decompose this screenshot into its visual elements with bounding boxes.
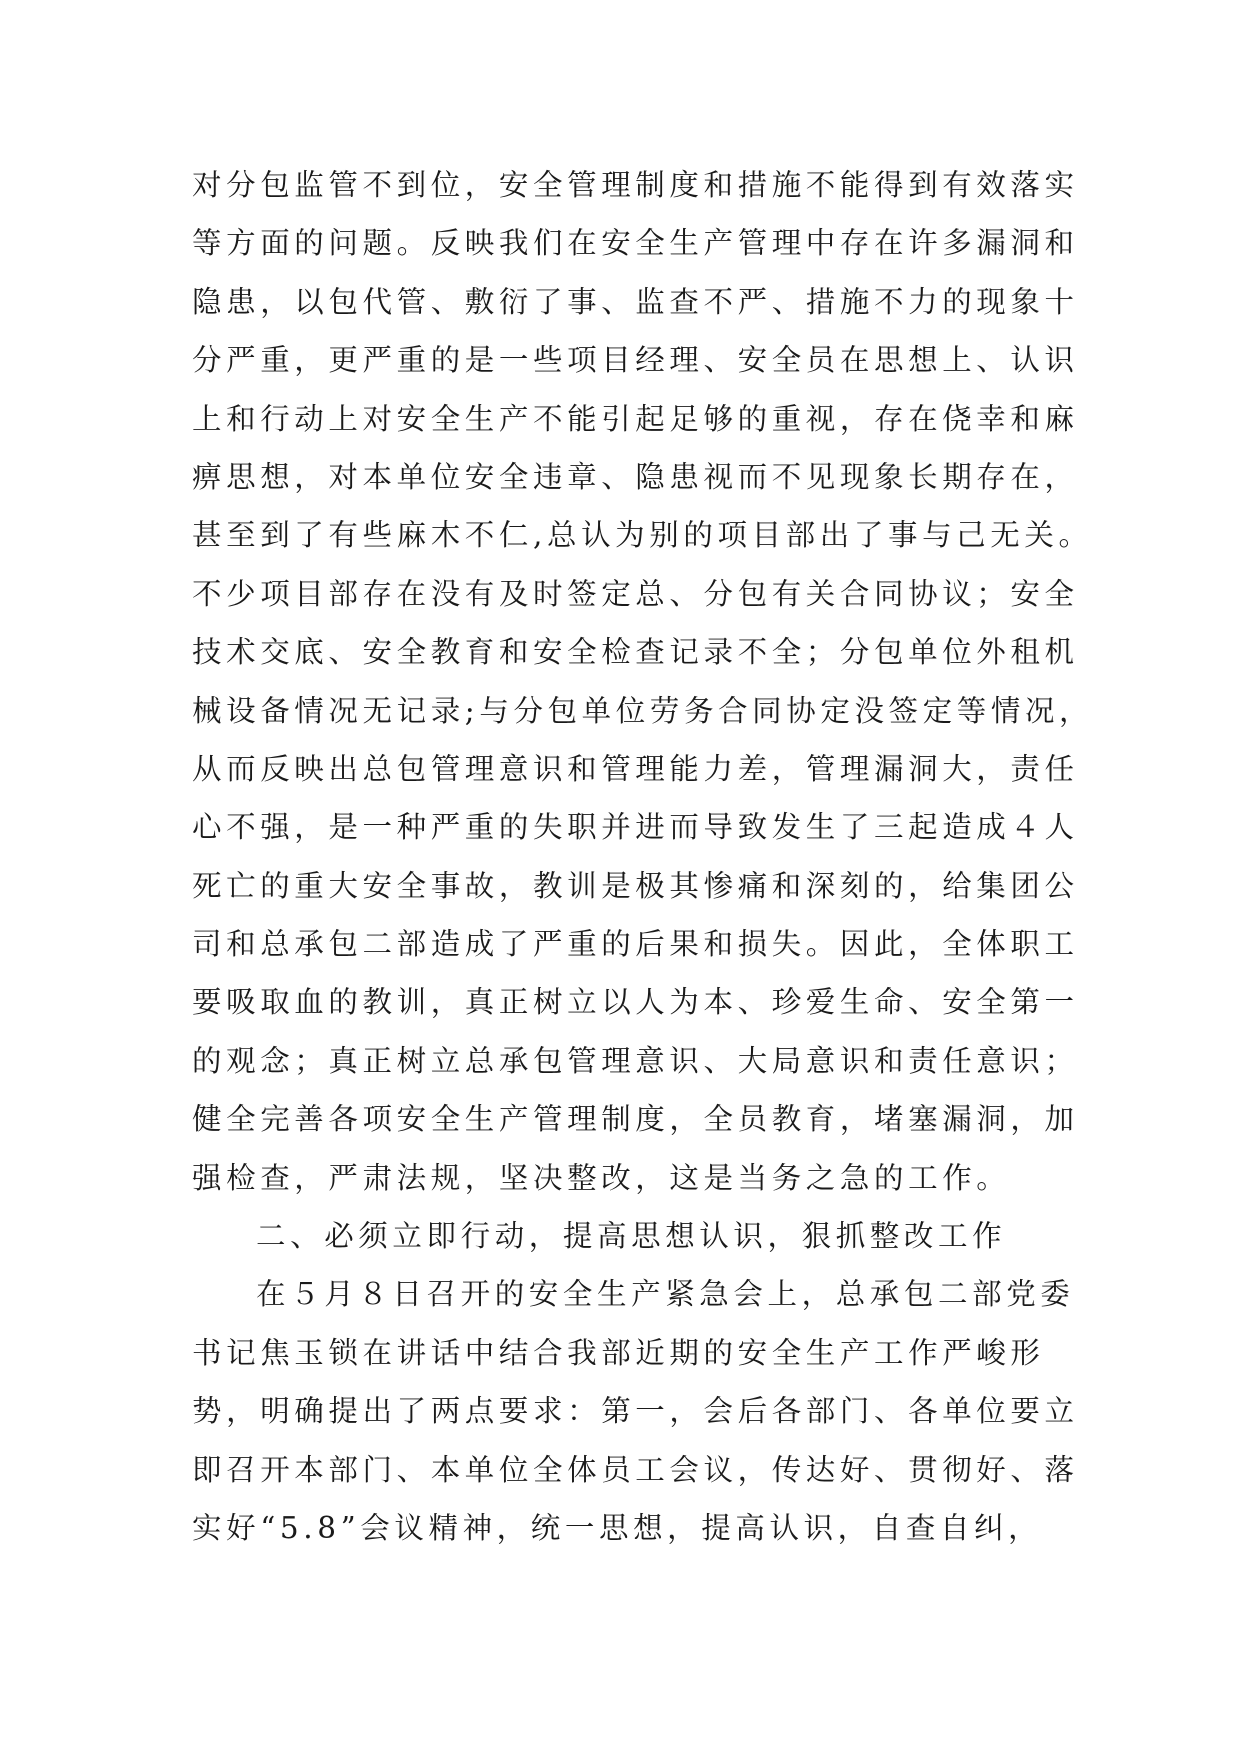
- text-line: 要吸取血的教训，真正树立以人为本、珍爱生命、安全第一: [192, 985, 1079, 1020]
- text-line: 强检查，严肃法规，坚决整改，这是当务之急的工作。: [192, 1160, 1011, 1195]
- text-line: 在５月８日召开的安全生产紧急会上，总承包二部党委: [256, 1277, 1075, 1312]
- text-line: 心不强，是一种严重的失职并进而导致发生了三起造成４人: [192, 810, 1079, 845]
- text-line: 健全完善各项安全生产管理制度，全员教育，堵塞漏洞，加: [192, 1102, 1079, 1137]
- text-line: 技术交底、安全教育和安全检查记录不全；分包单位外租机: [192, 635, 1079, 670]
- text-line: 即召开本部门、本单位全体员工会议，传达好、贯彻好、落: [192, 1452, 1079, 1487]
- text-line: 械设备情况无记录;与分包单位劳务合同协定没签定等情况，: [192, 693, 1094, 728]
- section-heading: 二、必须立即行动，提高思想认识，狠抓整改工作: [256, 1219, 1007, 1254]
- text-line: 对分包监管不到位，安全管理制度和措施不能得到有效落实: [192, 168, 1079, 202]
- body-text: [192, 156, 1094, 1557]
- text-line: 从而反映出总包管理意识和管理能力差，管理漏洞大，责任: [192, 751, 1079, 786]
- text-line: 实好“5.8”会议精神，统一思想，提高认识，自查自纠，: [192, 1510, 1043, 1545]
- text-line: 痹思想，对本单位安全违章、隐患视而不见现象长期存在，: [192, 459, 1079, 494]
- text-line: 的观念；真正树立总承包管理意识、大局意识和责任意识；: [192, 1043, 1079, 1078]
- text-line: 甚至到了有些麻木不仁,总认为别的项目部出了事与己无关。: [192, 518, 1093, 553]
- text-line: 死亡的重大安全事故，教训是极其惨痛和深刻的，给集团公: [192, 868, 1079, 903]
- text-line: 书记焦玉锁在讲话中结合我部近期的安全生产工作严峻形: [192, 1335, 1045, 1370]
- text-line: 势，明确提出了两点要求：第一，会后各部门、各单位要立: [192, 1394, 1079, 1429]
- text-line: 等方面的问题。反映我们在安全生产管理中存在许多漏洞和: [192, 226, 1079, 261]
- text-line: 司和总承包二部造成了严重的后果和损失。因此，全体职工: [192, 927, 1079, 962]
- text-line: 不少项目部存在没有及时签定总、分包有关合同协议；安全: [192, 576, 1079, 611]
- text-line: 上和行动上对安全生产不能引起足够的重视，存在侥幸和麻: [192, 401, 1079, 436]
- text-line: 隐患，以包代管、敷衍了事、监查不严、措施不力的现象十: [192, 284, 1079, 319]
- text-line: 分严重，更严重的是一些项目经理、安全员在思想上、认识: [192, 343, 1079, 378]
